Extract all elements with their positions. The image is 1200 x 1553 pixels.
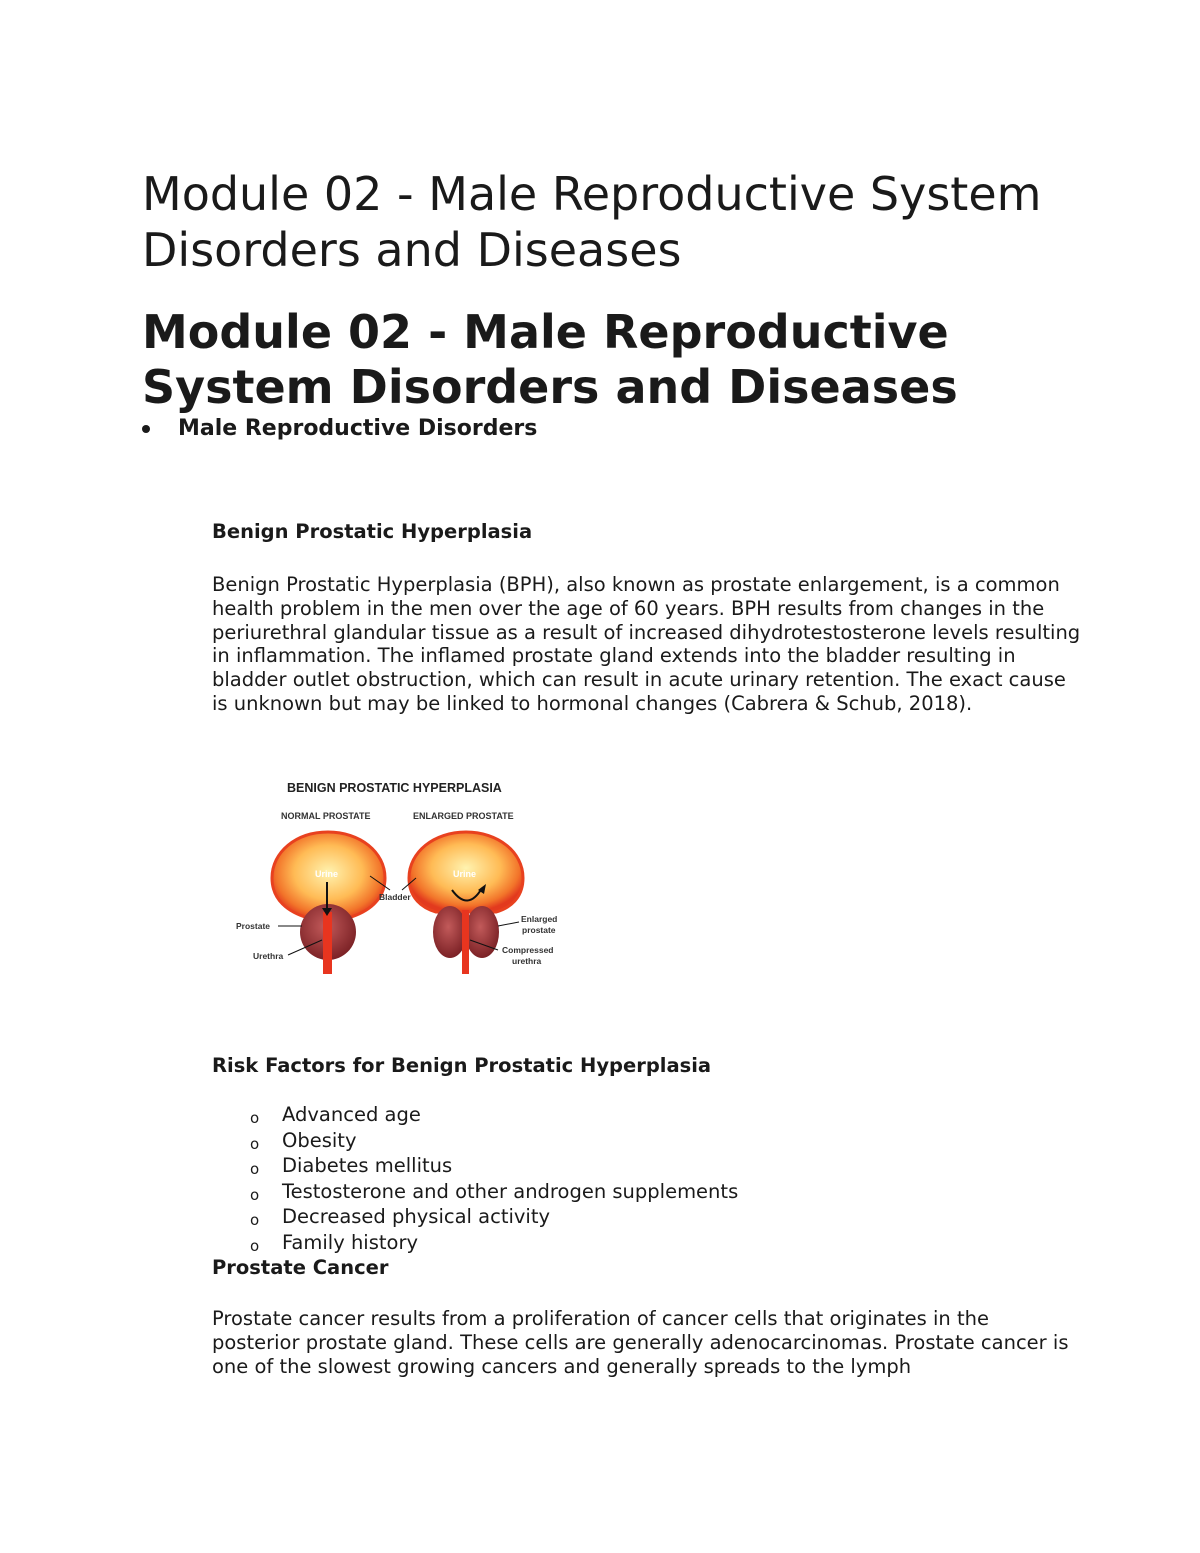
document-title: Module 02 - Male Reproductive System Disorders and Diseases <box>142 167 1042 277</box>
risk-factors-heading: Risk Factors for Benign Prostatic Hyperplasia <box>212 1054 712 1077</box>
main-bullet-text: Male Reproductive Disorders <box>178 416 538 441</box>
prostate-label: Prostate <box>236 921 271 931</box>
circle-bullet-icon: o <box>250 1109 260 1127</box>
enlarged-prostate-right-lobe <box>465 906 499 958</box>
normal-prostate-label: NORMAL PROSTATE <box>281 811 371 821</box>
bph-heading: Benign Prostatic Hyperplasia <box>212 520 533 543</box>
compressed-urethra-text-1: Compressed <box>502 945 554 955</box>
bph-paragraph: Benign Prostatic Hyperplasia (BPH), also known as prostate enlargement, is a common health problem in the men over the age of 60 years. BPH results from changes in the periurethral glandular tissue as a result of increased dihydrotestosterone levels resulting in inflammation. The inflamed prostate gland extends into the bladder resulting in bladder outlet obstruction, which can result in acute urinary retention. The exact cause is unknown but may be linked to hormonal changes (Cabrera & Schub, 2018). <box>212 573 1081 715</box>
bullet-dot-icon <box>142 425 150 433</box>
circle-bullet-icon: o <box>250 1134 260 1153</box>
prostate-cancer-paragraph: Prostate cancer results from a proliferation of cancer cells that originates in the posterior prostate gland. These cells are generally adenocarcinomas. Prostate cancer is one of the slowest growing cancers and generally spreads to the lymph <box>212 1307 1069 1378</box>
document-page: Module 02 - Male Reproductive System Disorders and Diseases Module 02 - Male Reproductive System Disorders and Diseases Male Reproductive Disorders Benign Prostatic Hyperplasia Benign Prostatic Hyperplasia (BPH), also known as prostate enlargement, is a common health problem in the men over the age of 60 years. BPH results from changes in the periurethral glandular tissue as a result of increased dihydrotestosterone levels resulting in inflammation. The inflamed prostate gland extends into the bladder resulting in bladder outlet obstruction, which can result in acute urinary retention. The exact cause is unknown but may be linked to hormonal changes (Cabrera & Schub, 2018). BENIGN PROSTATIC HYPERPLASIA NORMAL PROSTATE ENLARGED PROSTATE Urine Urine Bladder Prostate Urethra Enlarged prostate Compressed urethra Risk Factors for Benign Prostatic Hyperplasia o Advanced age o Obesity o Diabetes mellitus o Testosterone and other androgen supplements o Decreased physical activity o Family history Prostate Cancer Prostate cancer results from a proliferation of cancer cells that originates in the posterior prostate gland. These cells are generally adenocarcinomas. Prostate cancer is one of the slowest growing cancers and generally spreads to the lymph <box>0 0 1200 1553</box>
bph-diagram <box>230 772 575 982</box>
urethra-label: Urethra <box>253 951 284 961</box>
circle-bullet-icon: o <box>250 1236 260 1255</box>
enlarged-prostate-text-1: Enlarged <box>521 914 558 924</box>
figure-title: BENIGN PROSTATIC HYPERPLASIA <box>287 781 502 795</box>
compressed-urethra <box>462 910 469 974</box>
normal-urine-label: Urine <box>315 869 339 879</box>
compressed-urethra-text-2: urethra <box>512 956 542 966</box>
bph-figure <box>230 772 575 982</box>
module-heading: Module 02 - Male Reproductive System Disorders and Diseases <box>142 305 958 414</box>
enlarged-urine-label: Urine <box>453 869 477 879</box>
normal-urethra <box>323 912 332 974</box>
bladder-label: Bladder <box>379 892 411 902</box>
enlarged-prostate-text-2: prostate <box>522 925 556 935</box>
circle-bullet-icon: o <box>250 1160 260 1178</box>
enlarged-prostate-pointer <box>498 922 519 926</box>
enlarged-prostate-left-lobe <box>433 906 467 958</box>
circle-bullet-icon: o <box>250 1211 260 1229</box>
enlarged-prostate-label: ENLARGED PROSTATE <box>413 811 514 821</box>
circle-bullet-icon: o <box>250 1185 260 1204</box>
prostate-cancer-heading: Prostate Cancer <box>212 1256 389 1279</box>
